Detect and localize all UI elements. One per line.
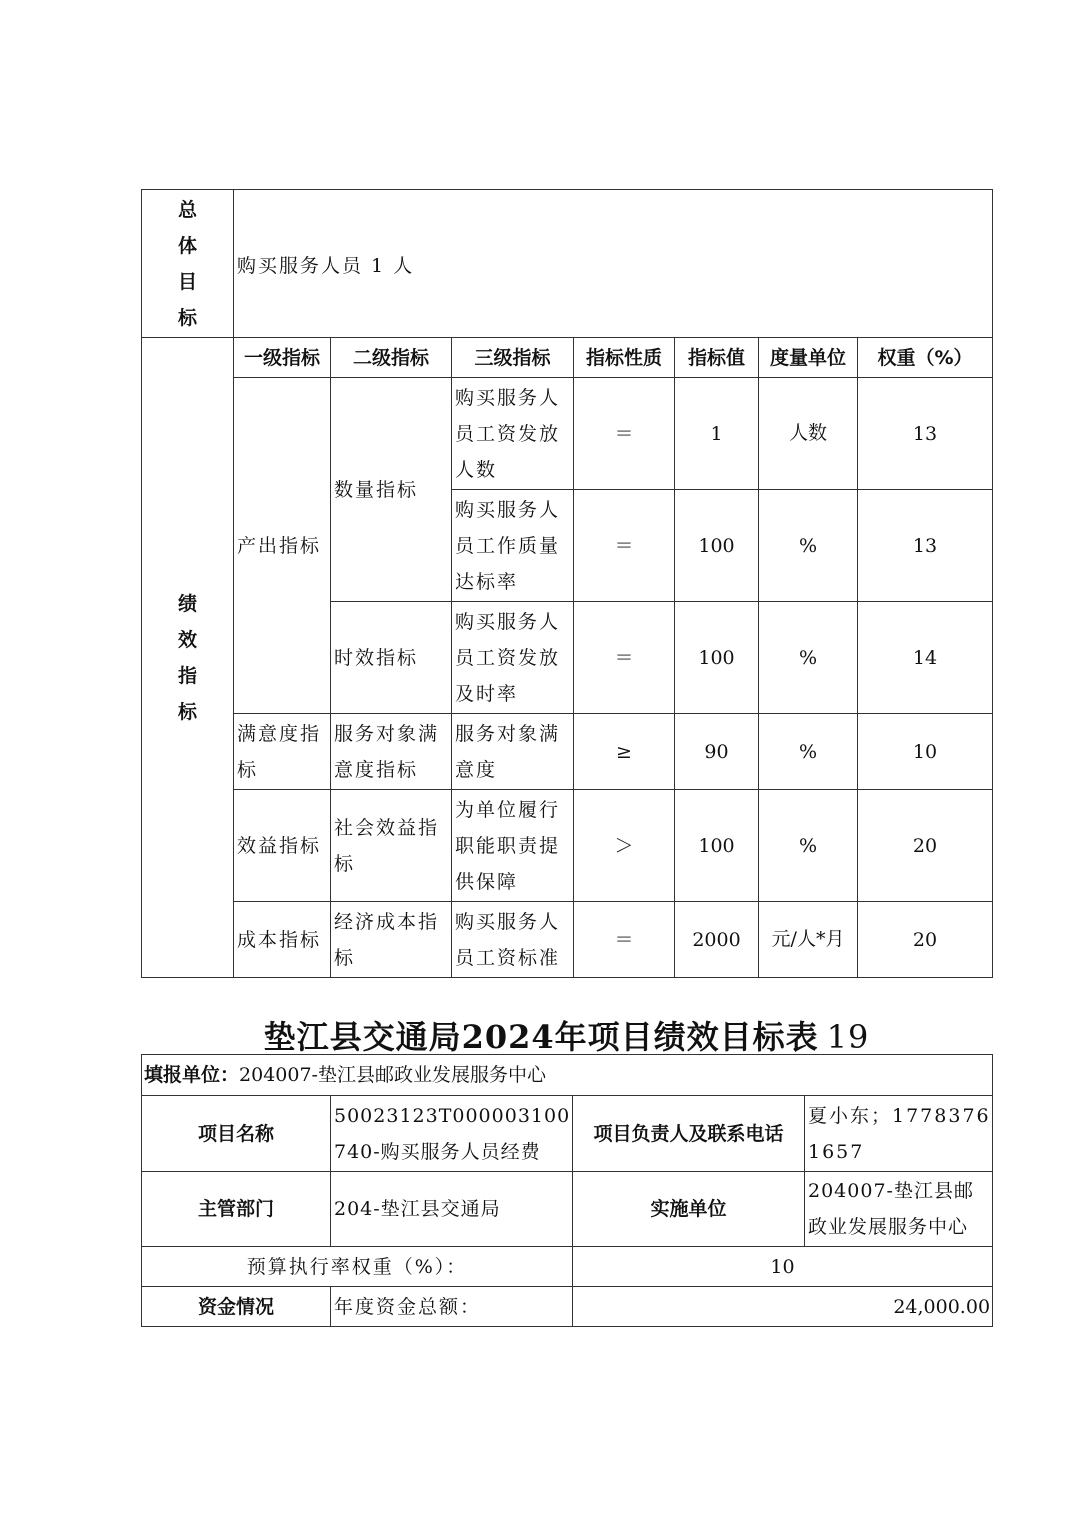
header-nature: 指标性质: [574, 338, 675, 378]
level3-cell: 购买服务人员工作质量达标率: [452, 490, 574, 602]
project-name-value: 50023123T000003100740-购买服务人员经费: [331, 1096, 573, 1172]
value-cell: 90: [675, 714, 759, 790]
nature-cell: ＝: [574, 602, 675, 714]
header-value: 指标值: [675, 338, 759, 378]
level2-economic: 经济成本指标: [331, 902, 452, 978]
level3-cell: 购买服务人员工资发放人数: [452, 378, 574, 490]
level3-cell: 购买服务人员工资标准: [452, 902, 574, 978]
unit-cell: %: [759, 790, 858, 902]
funds-label: 资金情况: [142, 1287, 331, 1327]
level1-cost: 成本指标: [234, 902, 331, 978]
level1-output: 产出指标: [234, 378, 331, 714]
weight-cell: 13: [858, 378, 993, 490]
header-unit: 度量单位: [759, 338, 858, 378]
nature-cell: ＝: [574, 378, 675, 490]
reporting-unit-row: [142, 1055, 993, 1096]
value-cell: 1: [675, 378, 759, 490]
unit-cell: %: [759, 714, 858, 790]
performance-indicator-label: 绩 效 指 标: [142, 338, 234, 978]
level3-cell: 服务对象满意度: [452, 714, 574, 790]
level3-cell: 为单位履行职能职责提供保障: [452, 790, 574, 902]
overall-goal-text: 购买服务人员 1 人: [234, 190, 993, 338]
implementing-unit-label: 实施单位: [573, 1172, 805, 1247]
funds-value: 24,000.00: [573, 1287, 993, 1327]
level2-quantity: 数量指标: [331, 378, 452, 602]
value-cell: 100: [675, 790, 759, 902]
level1-satisfaction: 满意度指标: [234, 714, 331, 790]
value-cell: 100: [675, 602, 759, 714]
nature-cell: ＝: [574, 902, 675, 978]
unit-cell: 人数: [759, 378, 858, 490]
value-cell: 2000: [675, 902, 759, 978]
nature-cell: ＞: [574, 790, 675, 902]
budget-weight-label: 预算执行率权重（%）：: [142, 1247, 573, 1287]
weight-cell: 14: [858, 602, 993, 714]
weight-cell: 20: [858, 790, 993, 902]
header-level2: 二级指标: [331, 338, 452, 378]
implementing-unit-value: 204007-垫江县邮政业发展服务中心: [805, 1172, 993, 1247]
reporting-unit-label: 填报单位：: [144, 1064, 240, 1086]
title-middle: 年项目绩效目标表: [554, 1018, 819, 1056]
unit-cell: %: [759, 490, 858, 602]
page-title: [141, 1012, 992, 1058]
nature-cell: ＝: [574, 490, 675, 602]
header-level3: 三级指标: [452, 338, 574, 378]
funds-sub-label: 年度资金总额：: [331, 1287, 573, 1327]
title-number: 19: [826, 1018, 870, 1056]
level2-social: 社会效益指标: [331, 790, 452, 902]
level2-timeliness: 时效指标: [331, 602, 452, 714]
weight-cell: 10: [858, 714, 993, 790]
level1-benefit: 效益指标: [234, 790, 331, 902]
title-prefix: 垫江县交通局: [263, 1018, 462, 1056]
nature-cell: ≥: [574, 714, 675, 790]
contact-label: 项目负责人及联系电话: [573, 1096, 805, 1172]
header-weight: 权重（%）: [858, 338, 993, 378]
department-value: 204-垫江县交通局: [331, 1172, 573, 1247]
contact-value: 夏小东；17783761657: [805, 1096, 993, 1172]
budget-weight-value: 10: [573, 1247, 993, 1287]
level3-cell: 购买服务人员工资发放及时率: [452, 602, 574, 714]
overall-goal-label: 总 体 目 标: [142, 190, 234, 338]
unit-cell: 元/人*月: [759, 902, 858, 978]
weight-cell: 20: [858, 902, 993, 978]
performance-indicator-table: [141, 189, 993, 978]
weight-cell: 13: [858, 490, 993, 602]
unit-cell: %: [759, 602, 858, 714]
department-label: 主管部门: [142, 1172, 331, 1247]
title-year: 2024: [461, 1018, 555, 1056]
header-level1: 一级指标: [234, 338, 331, 378]
project-name-label: 项目名称: [142, 1096, 331, 1172]
reporting-unit-value: 204007-垫江县邮政业发展服务中心: [239, 1064, 546, 1086]
project-info-table: [141, 1054, 993, 1327]
level2-satisfaction: 服务对象满意度指标: [331, 714, 452, 790]
value-cell: 100: [675, 490, 759, 602]
